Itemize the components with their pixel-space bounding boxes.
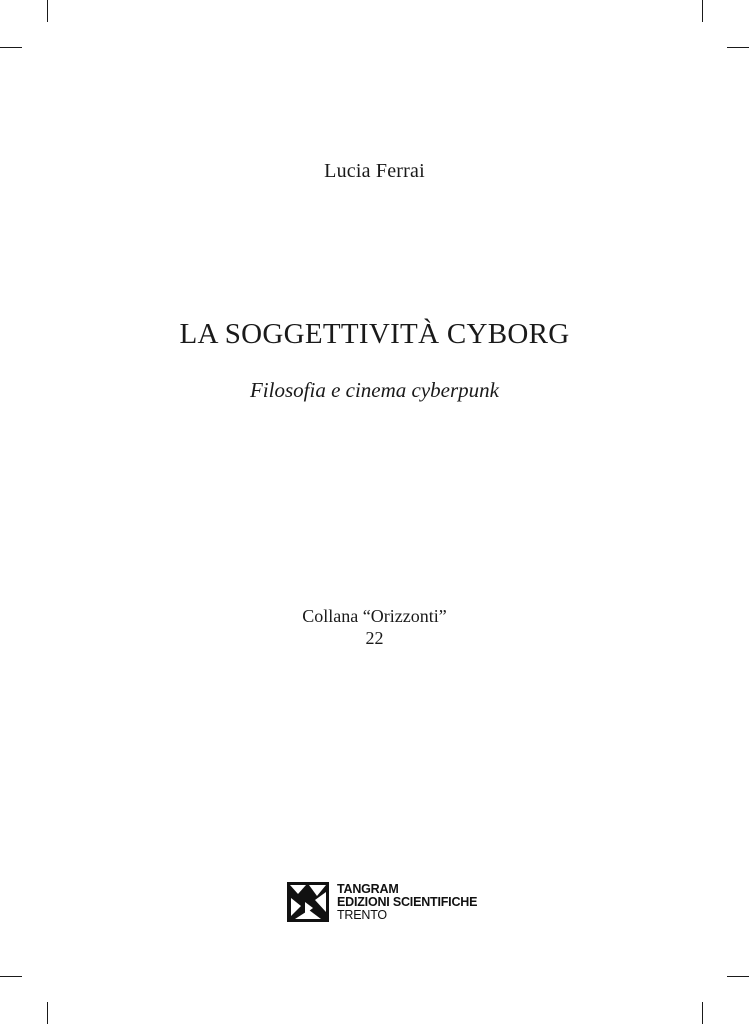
crop-mark-top-right-vertical <box>702 0 703 22</box>
crop-mark-top-left-horizontal <box>0 47 22 48</box>
crop-mark-bottom-left-vertical <box>47 1002 48 1024</box>
publisher-line-edizioni: EDIZIONI SCIENTIFICHE <box>337 895 478 909</box>
crop-mark-bottom-right-vertical <box>702 1002 703 1024</box>
crop-mark-top-right-horizontal <box>727 47 749 48</box>
series-info <box>0 605 749 649</box>
publisher-line-tangram: TANGRAM <box>337 882 399 896</box>
book-subtitle: Filosofia e cinema cyberpunk <box>249 378 499 402</box>
publisher-block <box>287 882 497 926</box>
tangram-logo-icon <box>287 882 329 922</box>
series-number: 22 <box>365 628 384 648</box>
crop-mark-top-left-vertical <box>47 0 48 22</box>
crop-mark-bottom-right-horizontal <box>727 976 749 977</box>
publisher-name <box>337 883 477 922</box>
book-title: LA SOGGETTIVITÀ CYBORG <box>179 318 570 350</box>
publisher-line-city: TRENTO <box>337 908 387 922</box>
series-label: Collana “Orizzonti” <box>302 606 447 626</box>
crop-mark-bottom-left-horizontal <box>0 976 22 977</box>
author-name: Lucia Ferrai <box>324 160 425 182</box>
